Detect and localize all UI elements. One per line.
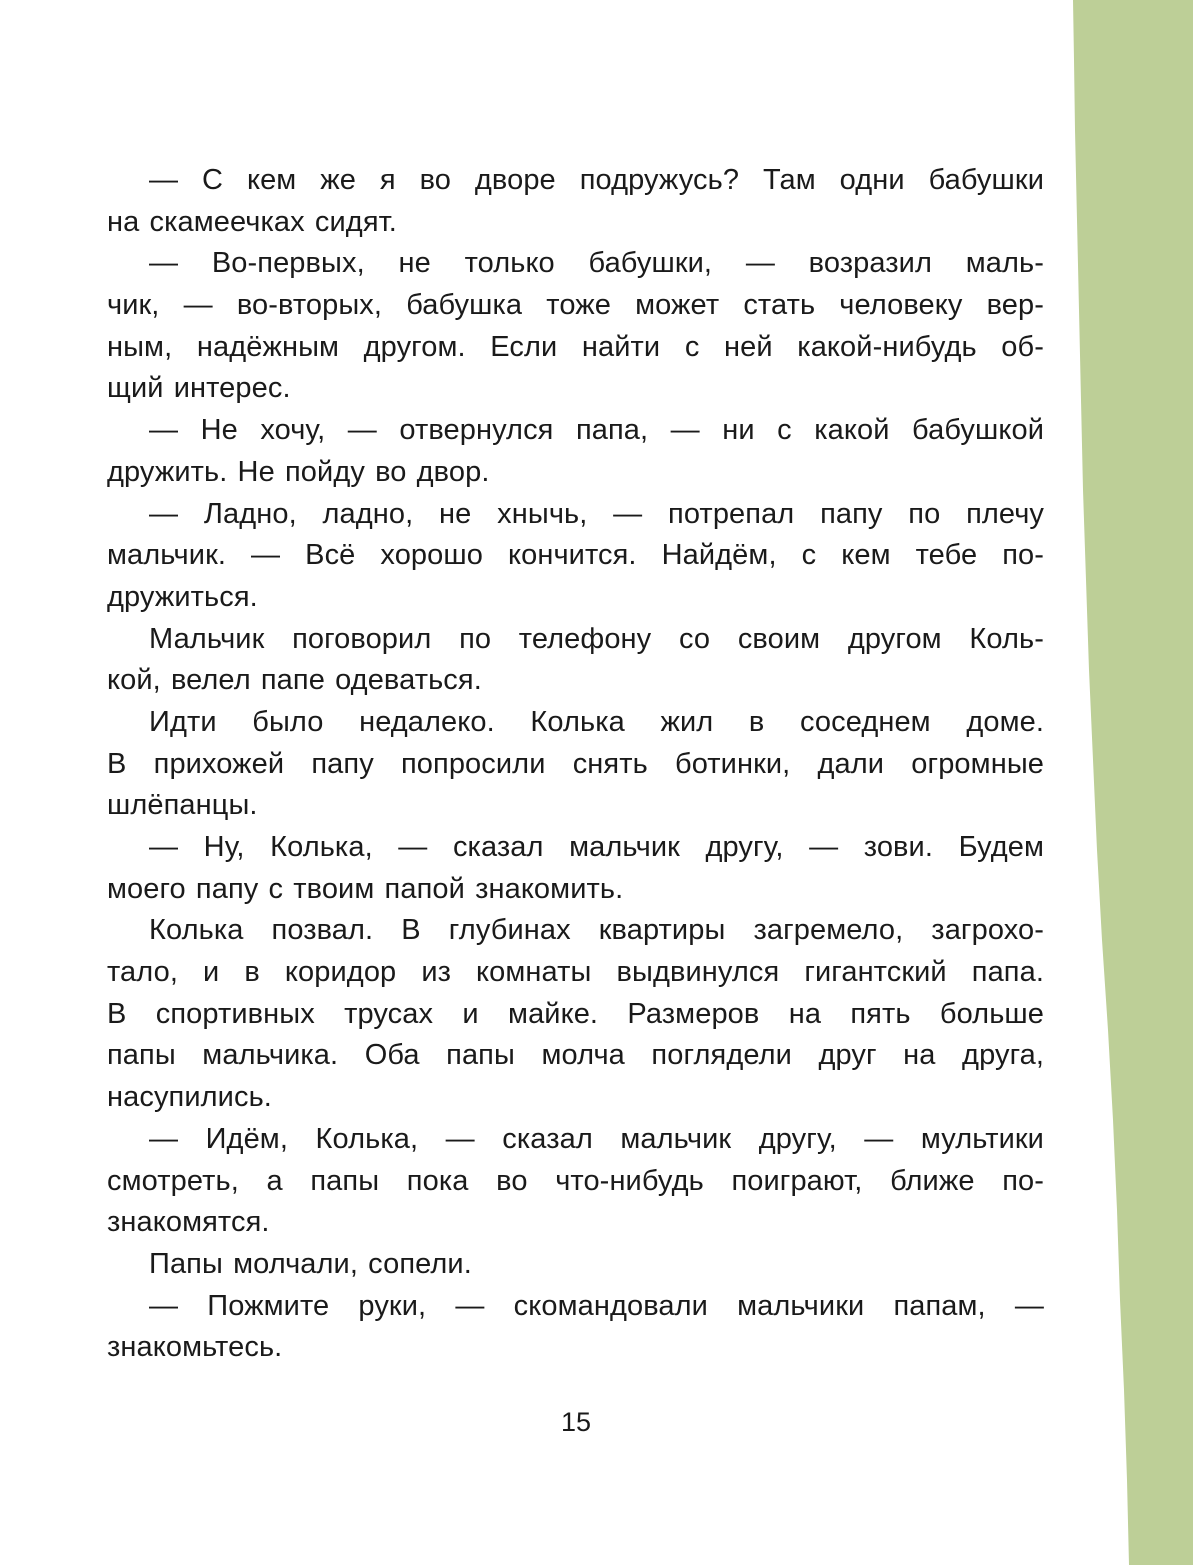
text-line: Мальчик поговорил по телефону со своим другом Коль- [149, 622, 1044, 655]
side-strip-shape [1073, 0, 1193, 1565]
text-line: — Во-первых, не только бабушки, — возразил маль- [149, 247, 1044, 280]
text-line: чик, — во-вторых, бабушка тоже может стать человеку вер- [107, 289, 1044, 322]
text-line: смотреть, а папы пока во что-нибудь поиграют, ближе по- [107, 1164, 1044, 1197]
text-line: — Ну, Колька, — сказал мальчик другу, — зови. Будем [149, 831, 1044, 863]
text-line: шлёпанцы. [107, 789, 258, 822]
text-line: — Пожмите руки, — скомандовали мальчики папам, — [149, 1289, 1044, 1322]
text-line: Папы молчали, сопели. [149, 1247, 472, 1280]
text-line: — Идём, Колька, — сказал мальчик другу, — мультики [149, 1122, 1044, 1155]
text-line: папы мальчика. Оба папы молча поглядели друг на друга, [107, 1039, 1044, 1072]
text-line: насупились. [107, 1081, 272, 1114]
text-line: знакомятся. [107, 1206, 270, 1239]
text-line: — Не хочу, — отвернулся папа, — ни с какой бабушкой [149, 414, 1044, 447]
text-line: В прихожей папу попросили снять ботинки, дали огромные [107, 747, 1044, 780]
text-line: тало, и в коридор из комнаты выдвинулся гигантский папа. [107, 956, 1044, 989]
text-line: — С кем же я во дворе подружусь? Там одни бабушки [149, 164, 1044, 196]
text-line: мальчик. — Всё хорошо кончится. Найдём, с кем тебе по- [107, 539, 1044, 572]
text-line: В спортивных трусах и майке. Размеров на пять больше [107, 997, 1044, 1030]
page-number: 15 [560, 1407, 592, 1437]
text-line: кой, велел папе одеваться. [107, 664, 482, 697]
text-line: моего папу с твоим папой знакомить. [107, 872, 624, 905]
text-line: Колька позвал. В глубинах квартиры загремело, загрохо- [149, 914, 1044, 947]
text-line: знакомьтесь. [107, 1331, 283, 1364]
text-line: ным, надёжным другом. Если найти с ней какой-нибудь об- [107, 330, 1044, 363]
text-line: дружить. Не пойду во двор. [107, 455, 490, 488]
body-text [107, 160, 1044, 1369]
text-line: дружиться. [107, 580, 258, 613]
text-line: — Ладно, ладно, не хнычь, — потрепал папу по плечу [149, 497, 1044, 530]
text-line: щий интерес. [107, 372, 291, 405]
text-line: на скамеечках сидят. [107, 205, 397, 238]
text-line: Идти было недалеко. Колька жил в соседнем доме. [149, 705, 1044, 738]
